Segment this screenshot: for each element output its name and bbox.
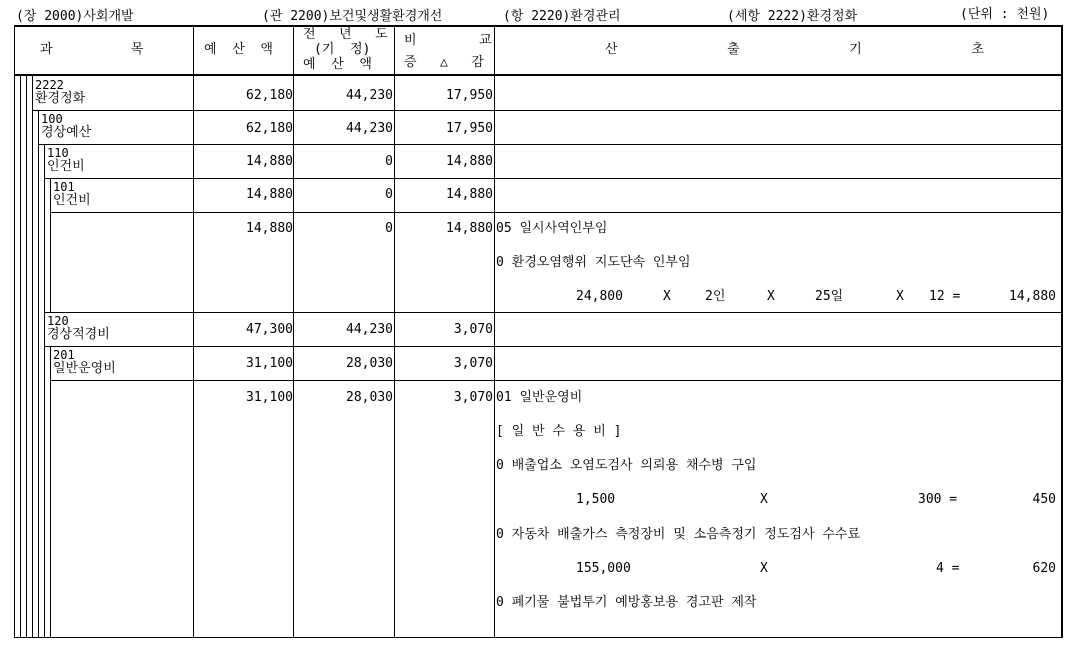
row-code: 110 bbox=[47, 146, 69, 160]
row-diff: 3,070 bbox=[453, 356, 493, 371]
header-prev-line2: (기 정) bbox=[314, 42, 371, 57]
row-diff: 17,950 bbox=[446, 121, 493, 136]
row-prev: 44,230 bbox=[346, 121, 393, 136]
basis-line: 0 환경오염행위 지도단속 인부임 bbox=[496, 255, 691, 270]
row-budget: 62,180 bbox=[246, 88, 293, 103]
row-name: 환경정화 bbox=[35, 91, 86, 106]
calc-quantity: 4 = bbox=[936, 561, 960, 576]
row-line bbox=[44, 346, 1062, 347]
row-line bbox=[50, 380, 1062, 381]
jang-label: (장 2000)사회개발 bbox=[16, 9, 134, 24]
basis-line: 05 일시사역인부임 bbox=[496, 221, 608, 236]
row-budget: 31,100 bbox=[246, 390, 293, 405]
calc-unit-price: 155,000 bbox=[576, 561, 631, 576]
level-line bbox=[44, 144, 45, 638]
level-line bbox=[50, 178, 51, 312]
calc-quantity: 300 = bbox=[918, 492, 958, 507]
row-diff: 14,880 bbox=[446, 221, 493, 236]
level-line bbox=[50, 346, 51, 638]
row-prev: 0 bbox=[385, 221, 393, 236]
row-diff: 3,070 bbox=[453, 390, 493, 405]
level-line bbox=[20, 76, 21, 638]
unit-label: (단위 : 천원) bbox=[960, 7, 1050, 22]
basis-line: 01 일반운영비 bbox=[496, 390, 583, 405]
row-budget: 14,880 bbox=[246, 221, 293, 236]
basis-line: 0 배출업소 오염도검사 의뢰용 채수병 구입 bbox=[496, 458, 757, 473]
row-name: 경상적경비 bbox=[47, 327, 110, 342]
header-basis: 산 출 기 초 bbox=[605, 42, 984, 57]
hang-label: (항 2220)환경관리 bbox=[503, 9, 621, 24]
row-diff: 17,950 bbox=[446, 88, 493, 103]
row-name: 인건비 bbox=[47, 159, 85, 174]
row-budget: 31,100 bbox=[246, 356, 293, 371]
header-prev-line3: 예 산 액 bbox=[303, 57, 372, 72]
calc-unit-price: 24,800 bbox=[576, 289, 623, 304]
header-prev-line1: 전 년 도 bbox=[303, 27, 388, 42]
calc-multiply: X bbox=[896, 289, 904, 304]
row-line bbox=[32, 110, 1062, 111]
row-prev: 28,030 bbox=[346, 390, 393, 405]
row-code: 2222 bbox=[35, 78, 64, 92]
row-line bbox=[50, 212, 1062, 213]
calc-months: 12 = bbox=[929, 289, 961, 304]
row-budget: 47,300 bbox=[246, 322, 293, 337]
table-top-line bbox=[14, 25, 1063, 27]
col-sep-budget bbox=[193, 25, 194, 638]
calc-days: 25일 bbox=[815, 289, 844, 304]
row-code: 100 bbox=[41, 112, 63, 126]
calc-multiply: X bbox=[767, 289, 775, 304]
row-budget: 14,880 bbox=[246, 187, 293, 202]
row-prev: 44,230 bbox=[346, 88, 393, 103]
level-line bbox=[32, 76, 33, 638]
basis-line: 0 자동차 배출가스 측정장비 및 소음측정기 정도검사 수수료 bbox=[496, 527, 861, 542]
row-name: 인건비 bbox=[53, 193, 91, 208]
header-cmp-bottom: 증 △ 감 bbox=[404, 55, 484, 70]
row-name: 일반운영비 bbox=[53, 361, 116, 376]
row-prev: 0 bbox=[385, 154, 393, 169]
header-cmp-top: 비 교 bbox=[404, 33, 492, 48]
level-line bbox=[38, 110, 39, 638]
calc-multiply: X bbox=[760, 492, 768, 507]
row-budget: 62,180 bbox=[246, 121, 293, 136]
col-sep-prev bbox=[293, 25, 294, 638]
row-diff: 3,070 bbox=[453, 322, 493, 337]
basis-line: [ 일 반 수 용 비 ] bbox=[496, 424, 622, 439]
row-name: 경상예산 bbox=[41, 125, 92, 140]
col-sep-basis bbox=[494, 25, 495, 638]
table-left-border bbox=[14, 25, 15, 638]
calc-total: 450 bbox=[1032, 492, 1056, 507]
sehang-label: (세항 2222)환경정화 bbox=[727, 9, 858, 24]
row-line bbox=[38, 144, 1062, 145]
calc-multiply: X bbox=[663, 289, 671, 304]
row-code: 201 bbox=[53, 348, 75, 362]
calc-total: 620 bbox=[1032, 561, 1056, 576]
basis-line: 0 폐기물 불법투기 예방홍보용 경고판 제작 bbox=[496, 595, 757, 610]
row-line bbox=[44, 312, 1062, 313]
table-bottom-line bbox=[14, 637, 1063, 638]
row-code: 101 bbox=[53, 180, 75, 194]
level-line bbox=[26, 76, 27, 638]
table-right-border bbox=[1061, 25, 1063, 638]
row-line bbox=[44, 178, 1062, 179]
calc-multiply: X bbox=[760, 561, 768, 576]
row-code: 120 bbox=[47, 314, 69, 328]
calc-unit-price: 1,500 bbox=[576, 492, 616, 507]
row-diff: 14,880 bbox=[446, 154, 493, 169]
header-bottom-line bbox=[14, 74, 1063, 76]
row-prev: 28,030 bbox=[346, 356, 393, 371]
header-budget: 예 산 액 bbox=[204, 42, 273, 57]
header-subject: 과 목 bbox=[40, 42, 144, 57]
calc-total: 14,880 bbox=[1009, 289, 1056, 304]
calc-persons: 2인 bbox=[705, 289, 726, 304]
col-sep-cmp bbox=[394, 25, 395, 638]
gwan-label: (관 2200)보건및생활환경개선 bbox=[262, 9, 443, 24]
row-prev: 0 bbox=[385, 187, 393, 202]
row-budget: 14,880 bbox=[246, 154, 293, 169]
row-prev: 44,230 bbox=[346, 322, 393, 337]
row-diff: 14,880 bbox=[446, 187, 493, 202]
